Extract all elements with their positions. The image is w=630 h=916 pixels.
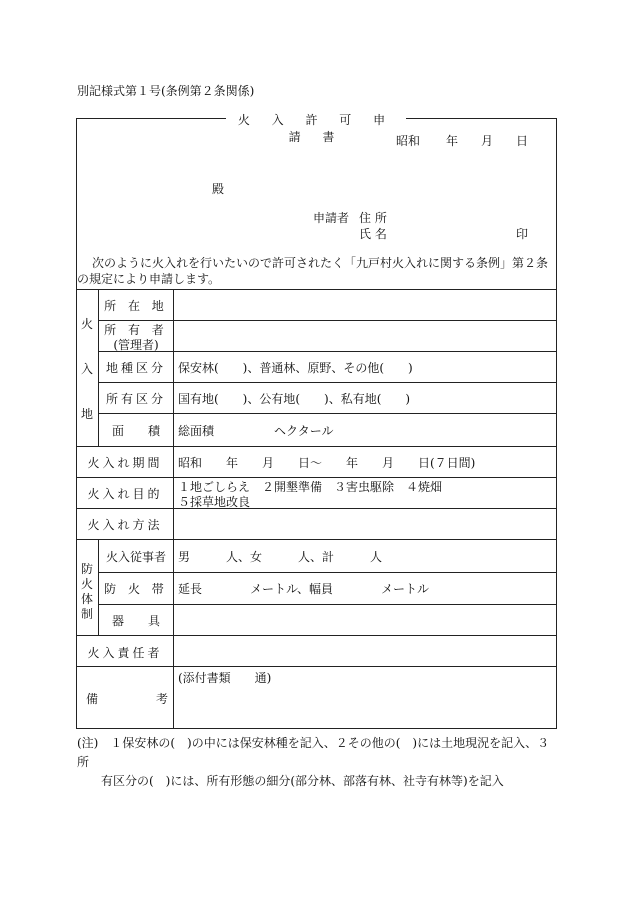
ownership-type-value: 国有地( )、公有地( )、私有地( ) (178, 392, 411, 406)
applicant-name-label: 氏 名 (359, 227, 387, 241)
fire-group-char: 制 (80, 607, 93, 621)
date-era: 昭和 (396, 134, 421, 148)
fire-group-char: 防 (80, 562, 93, 576)
intro-line-1: 次のように火入れを行いたいので許可されたく「九戸村火入れに関する条例」第２条 (92, 256, 549, 270)
location-label: 所 在 地 (104, 299, 168, 313)
notes-line-1: (注) １保安林の( )の中には保安林種を記入、２その他の( )には土地現況を記入、３所 (77, 736, 550, 769)
rule (98, 382, 557, 383)
form-title: 火 入 許 可 申 請 書 (226, 111, 406, 125)
applicant-seal: 印 (516, 227, 529, 241)
purpose-label: 火入れ目的 (87, 487, 163, 501)
addressee-suffix: 殿 (212, 182, 225, 196)
equipment-label: 器 具 (111, 614, 160, 628)
rule (98, 604, 557, 605)
ownership-type-label: 所有区分 (105, 392, 166, 406)
firebreak-value: 延長 メートル、幅員 メートル (178, 582, 430, 596)
area-label: 面 積 (111, 424, 160, 438)
intro-line-2: の規定により申請します。 (77, 272, 221, 286)
fire-group-char: 体 (80, 592, 93, 606)
remarks-value: (添付書類 通) (178, 671, 272, 685)
land-group-char: 入 (80, 362, 93, 376)
rule (173, 289, 174, 729)
method-label: 火入れ方法 (87, 518, 163, 532)
rule (76, 508, 557, 509)
land-group-char: 地 (80, 407, 93, 421)
form-number: 別記様式第１号(条例第２条関係) (77, 84, 255, 98)
purpose-value-line-2: ５採草地改良 (178, 495, 251, 509)
rule (76, 289, 557, 290)
firebreak-label: 防 火 帯 (104, 582, 168, 596)
land-type-label: 地種区分 (105, 361, 166, 375)
date-day: 日 (516, 134, 529, 148)
owner-label: 所 有 者 (104, 323, 168, 337)
remarks-label-left: 備 (86, 692, 99, 706)
period-value: 昭和 年 月 日〜 年 月 日(７日間) (178, 456, 476, 470)
rule (98, 289, 99, 446)
date-year: 年 (446, 134, 459, 148)
owner-sub-label: (管理者) (113, 338, 159, 352)
applicant-label: 申請者 (313, 211, 350, 225)
area-value: 総面積 ヘクタール (178, 424, 334, 438)
land-type-value: 保安林( )、普通林、原野、その他( ) (178, 361, 413, 375)
notes-line-2: 有区分の( )には、所有形態の細分(部分林、部落有林、社寺有林等)を記入 (101, 774, 504, 788)
date-month: 月 (481, 134, 494, 148)
workers-label: 火入従事者 (105, 550, 166, 564)
rule (76, 539, 557, 540)
responsible-label: 火入責任者 (87, 646, 163, 660)
remarks-label-right: 考 (156, 692, 169, 706)
rule (76, 666, 557, 667)
period-label: 火入れ期間 (87, 456, 163, 470)
form-notes (77, 734, 557, 791)
purpose-value-line-1: １地ごしらえ ２開墾準備 ３害虫駆除 ４焼畑 (178, 480, 443, 494)
fire-group-char: 火 (80, 577, 93, 591)
applicant-address-label: 住 所 (359, 211, 387, 225)
land-group-char: 火 (80, 317, 93, 331)
rule (98, 539, 99, 635)
rule (76, 446, 557, 447)
workers-value: 男 人、女 人、計 人 (178, 550, 383, 564)
rule (76, 635, 557, 636)
rule (98, 572, 557, 573)
rule (98, 413, 557, 414)
